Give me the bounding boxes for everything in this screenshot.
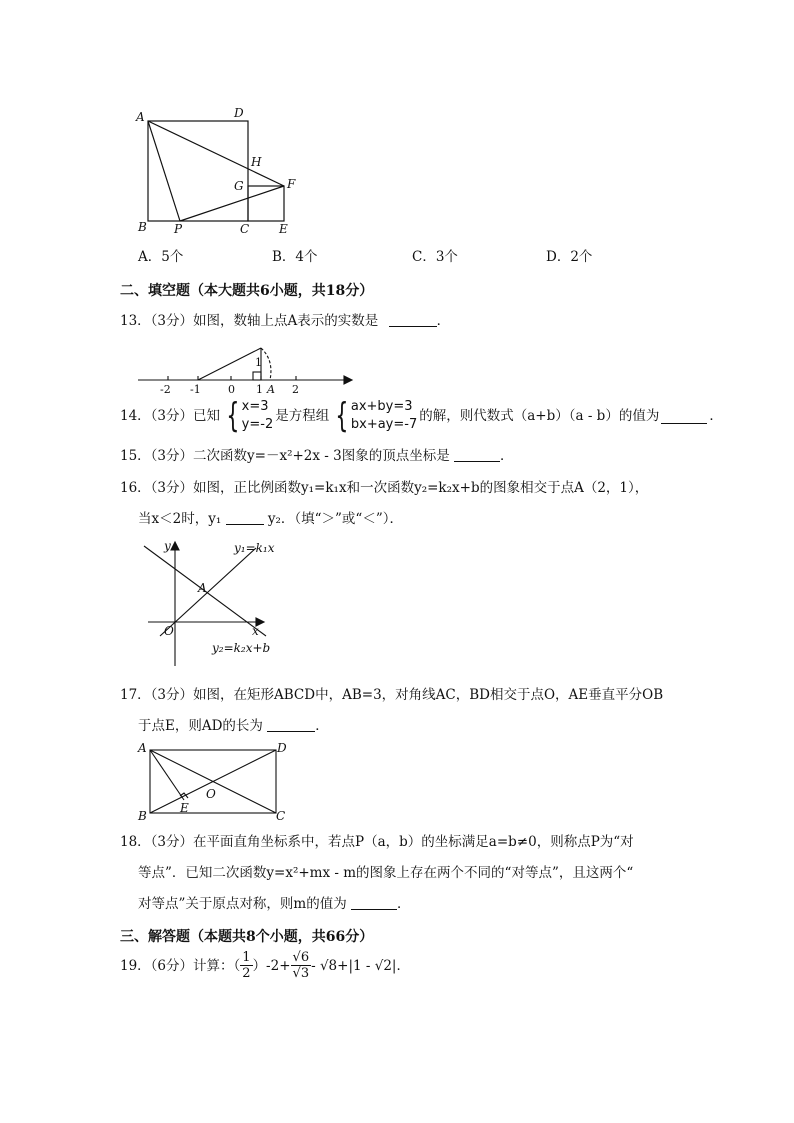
q13-tick-2: 2 bbox=[292, 383, 299, 396]
q14-mid: 是方程组 bbox=[275, 408, 330, 424]
q17-label-d: D bbox=[277, 741, 287, 755]
q16-line2-label: y₂=k₂x+b bbox=[212, 641, 271, 655]
fig12-label-F: F bbox=[287, 177, 296, 191]
q18-blank[interactable] bbox=[351, 895, 397, 910]
q16-graph bbox=[140, 536, 290, 668]
q17-line2 bbox=[138, 716, 329, 736]
q19-half-num: 1 bbox=[242, 950, 251, 965]
q16-point-a: A bbox=[198, 581, 207, 595]
q15-stem: 15．（3分）二次函数y=－x²+2x - 3图象的顶点坐标是 bbox=[120, 448, 450, 464]
q12-option-b: B．4个 bbox=[272, 249, 318, 265]
q13-tick-1: 1 bbox=[256, 383, 263, 396]
fig12-label-G: G bbox=[234, 179, 244, 193]
q16-line2 bbox=[138, 509, 403, 529]
fig12-label-B: B bbox=[138, 220, 147, 234]
q14-text bbox=[120, 398, 723, 434]
section2-title: 二、填空题（本大题共6小题，共18分） bbox=[120, 283, 374, 299]
q13-stem: 13．（3分）如图，数轴上点A表示的实数是 bbox=[120, 313, 379, 329]
q17-blank[interactable] bbox=[267, 717, 315, 732]
q13-tick-neg2: -2 bbox=[160, 383, 171, 396]
q12-option-d: D．2个 bbox=[546, 249, 593, 265]
q14-sys2-row2: bx+ay=-7 bbox=[350, 417, 418, 432]
q18-line3-text: 对等点”关于原点对称，则m的值为 bbox=[138, 896, 347, 912]
fig12-label-A: A bbox=[136, 110, 145, 124]
q17-label-o: O bbox=[206, 787, 216, 801]
q14-solution: { x=3 y=-2 bbox=[226, 396, 274, 436]
q17-line2-text: 于点E，则AD的长为 bbox=[138, 718, 263, 734]
q16-line2a: 当x＜2时，y₁ bbox=[138, 511, 222, 527]
fig12-label-E: E bbox=[279, 222, 288, 236]
q18-end: ． bbox=[397, 896, 411, 912]
q13-end: ． bbox=[436, 313, 451, 329]
q19-text bbox=[120, 950, 410, 981]
q13-number-line bbox=[130, 336, 360, 396]
q16-line1: 16．（3分）如图，正比例函数y₁=k₁x和一次函数y₂=k₂x+b的图象相交于点A（2，1）， bbox=[120, 480, 649, 496]
fig12-label-C: C bbox=[240, 222, 250, 236]
q14-sys1-row1: x=3 bbox=[241, 399, 269, 414]
q19-root-frac bbox=[291, 950, 312, 981]
q14-end: ． bbox=[709, 408, 723, 424]
q18-line3 bbox=[138, 894, 411, 914]
q14-blank[interactable] bbox=[661, 409, 707, 424]
q14-sys2-row1: ax+by=3 bbox=[350, 399, 413, 414]
q19-exp: ）-2+ bbox=[252, 957, 291, 974]
q16-blank[interactable] bbox=[226, 510, 264, 525]
q16-x-label: x bbox=[252, 624, 259, 638]
q14-pre: 14．（3分）已知 bbox=[120, 408, 221, 424]
q19-pre: 19．（6分）计算：（ bbox=[120, 957, 241, 974]
q12-option-c: C．3个 bbox=[412, 249, 458, 265]
q15-blank[interactable] bbox=[454, 447, 500, 462]
q19-frac-num: √6 bbox=[292, 950, 310, 965]
q17-figure bbox=[134, 740, 294, 822]
q17-end: ． bbox=[315, 718, 329, 734]
q14-post: 的解，则代数式（a+b）（a - b）的值为 bbox=[419, 408, 660, 424]
q19-post: - √8+|1 - √2|． bbox=[311, 957, 410, 974]
section3-title: 三、解答题（本题共8个小题，共66分） bbox=[120, 929, 374, 945]
q16-y-label: y bbox=[164, 539, 171, 553]
q13-tick-neg1: -1 bbox=[190, 383, 201, 396]
q16-line2b: y₂．（填“＞”或“＜”）． bbox=[267, 511, 403, 527]
q16-origin-label: O bbox=[164, 624, 174, 638]
q13-text bbox=[120, 311, 450, 331]
q13-point-a: A bbox=[267, 383, 275, 396]
q16-line1-label: y₁=k₁x bbox=[234, 541, 275, 555]
fig12-label-P: P bbox=[174, 222, 183, 236]
q13-side-label: 1 bbox=[255, 356, 262, 369]
q17-label-e: E bbox=[180, 801, 189, 815]
q19-half-den: 2 bbox=[242, 966, 251, 981]
q17-line1: 17．（3分）如图，在矩形ABCD中，AB=3，对角线AC，BD相交于点O，AE垂直平分OB bbox=[120, 687, 664, 703]
q18-line1: 18．（3分）在平面直角坐标系中，若点P（a，b）的坐标满足a=b≠0，则称点P为“对 bbox=[120, 834, 634, 850]
q15-text bbox=[120, 446, 514, 466]
q14-system: { ax+by=3 bx+ay=-7 bbox=[335, 396, 418, 436]
q13-tick-0: 0 bbox=[228, 383, 235, 396]
q19-frac-den: √3 bbox=[292, 966, 310, 981]
q12-figure bbox=[130, 100, 310, 240]
q12-option-a: A．5个 bbox=[138, 249, 184, 265]
q17-label-c: C bbox=[276, 809, 286, 822]
q13-blank[interactable] bbox=[389, 312, 437, 327]
fig12-label-D: D bbox=[234, 106, 244, 120]
q15-end: ． bbox=[500, 448, 514, 464]
fig12-label-H: H bbox=[251, 155, 262, 169]
q18-line2: 等点”．已知二次函数y=x²+mx - m的图象上存在两个不同的“对等点”，且这两个“ bbox=[138, 865, 634, 881]
q17-label-b: B bbox=[138, 809, 147, 822]
q14-sys1-row2: y=-2 bbox=[241, 417, 274, 432]
q17-label-a: A bbox=[138, 741, 147, 755]
q19-half bbox=[240, 950, 252, 981]
